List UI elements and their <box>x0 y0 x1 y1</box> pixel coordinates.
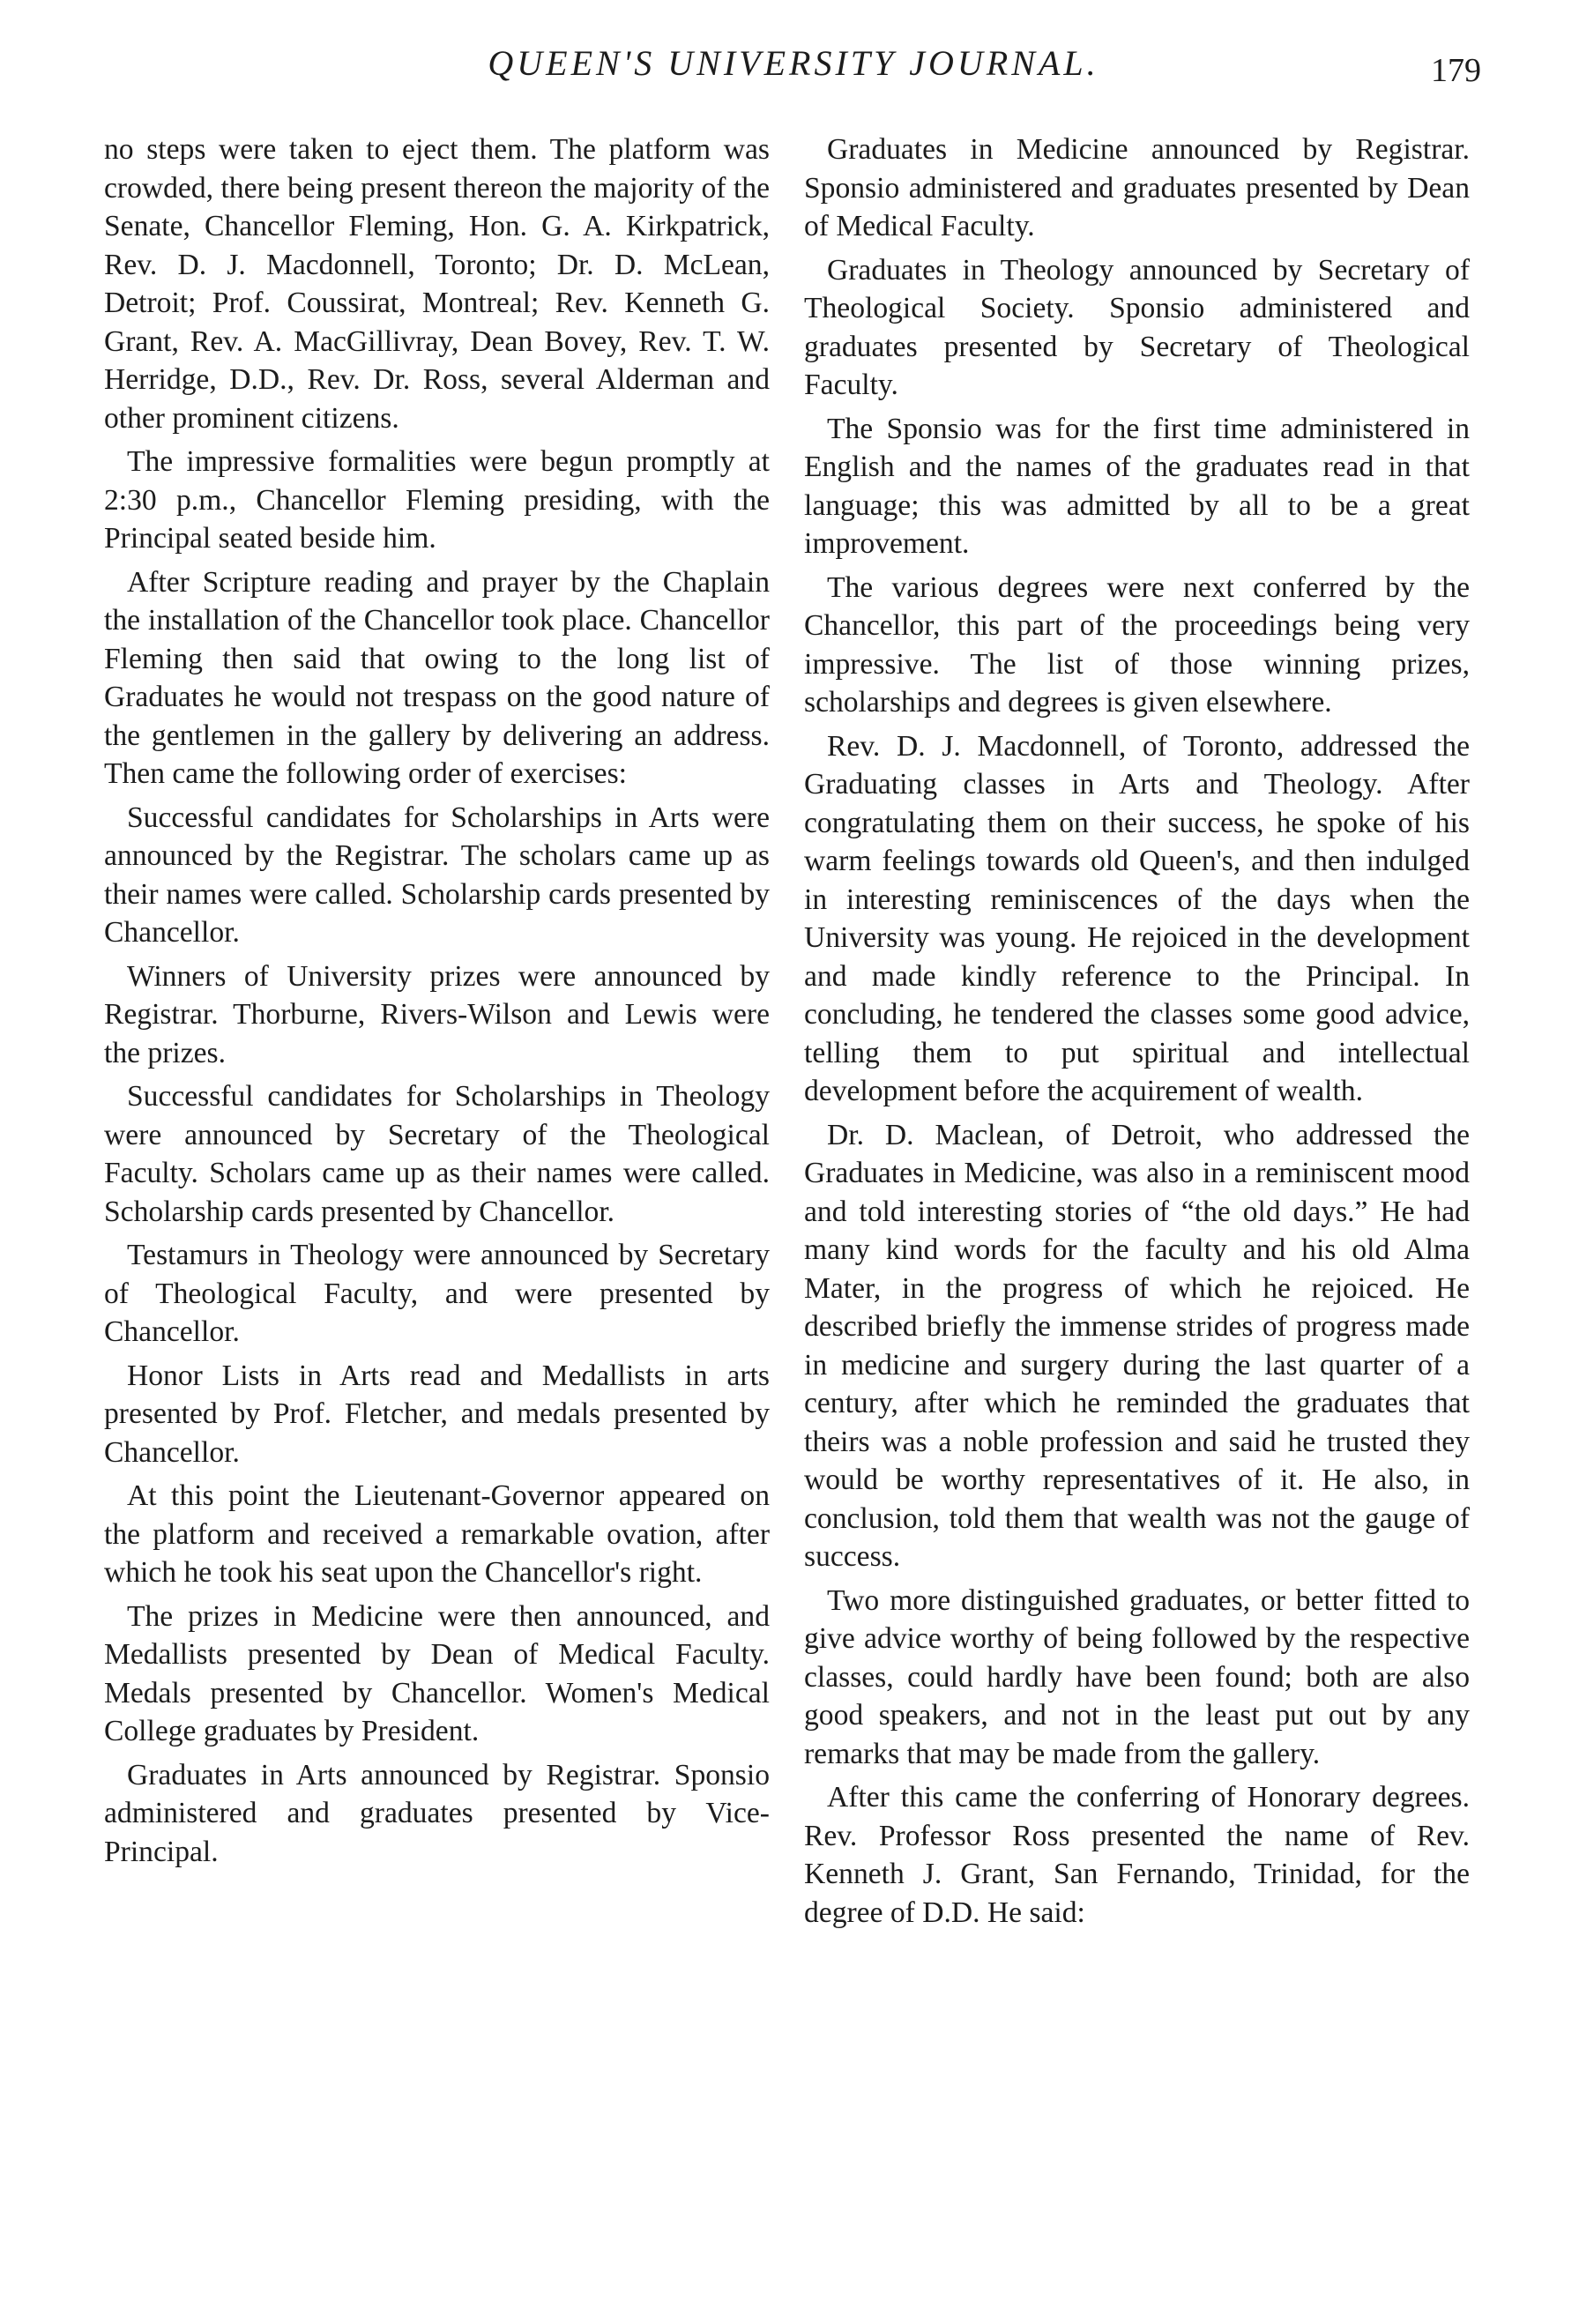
paragraph: After Scripture reading and prayer by the Chaplain the installation of the Chancellor took place. Chancellor Fleming then said that owing to the long list of Graduates he would not trespass on the good nature of the gentlemen in the gallery by delivering an address. Then came the following order of exercises: <box>104 565 770 790</box>
paragraph: Successful candidates for Scholarships in Theology were announced by Secretary of the Theological Faculty. Scholars came up as their names were called. Scholarship cards presented by Chancellor. <box>104 1080 770 1228</box>
right-column <box>804 130 1470 1937</box>
paragraph: The Sponsio was for the first time administered in English and the names of the graduates read in that language; this was admitted by all to be a great improvement. <box>804 412 1470 560</box>
paragraph: Graduates in Arts announced by Registrar. Sponsio administered and graduates presented by Vice-Principal. <box>104 1758 770 1868</box>
paragraph: Winners of University prizes were announced by Registrar. Thorburne, Rivers-Wilson and Lewis were the prizes. <box>104 959 770 1069</box>
paragraph: At this point the Lieutenant-Governor appeared on the platform and received a remarkable ovation, after which he took his seat upon the Chancellor's right. <box>104 1479 770 1589</box>
paragraph: The impressive formalities were begun promptly at 2:30 p.m., Chancellor Fleming presiding, with the Principal seated beside him. <box>104 445 770 555</box>
paragraph: Dr. D. Maclean, of Detroit, who addressed the Graduates in Medicine, was also in a reminiscent mood and told interesting stories of “the old days.” He had many kind words for the faculty and his old Alma Mater, in the progress of which he rejoiced. He described briefly the immense strides of progress made in medicine and surgery during the last quarter of a century, after which he reminded the graduates that theirs was a noble profession and said he trusted they would be worthy representatives of it. He also, in conclusion, told them that wealth was not the gauge of success. <box>804 1118 1470 1573</box>
paragraph: The various degrees were next conferred by the Chancellor, this part of the proceedings being very impressive. The list of those winning prizes, scholarships and degrees is given elsewhere. <box>804 570 1470 719</box>
left-column <box>104 130 770 1876</box>
page-header <box>106 42 1481 95</box>
paragraph: Two more distinguished graduates, or better fitted to give advice worthy of being followed by the respective classes, could hardly have been found; both are also good speakers, and not in the least put out by any remarks that may be made from the gallery. <box>804 1583 1470 1770</box>
paragraph: After this came the conferring of Honorary degrees. Rev. Professor Ross presented the name of Rev. Kenneth J. Grant, San Fernando, Trinidad, for the degree of D.D. He said: <box>804 1781 1470 1929</box>
paragraph: no steps were taken to eject them. The platform was crowded, there being present thereon the majority of the Senate, Chancellor Fleming, Hon. G. A. Kirkpatrick, Rev. D. J. Macdonnell, Toronto; Dr. D. McLean, Detroit; Prof. Coussirat, Montreal; Rev. Kenneth G. Grant, Rev. A. MacGillivray, Dean Bovey, Rev. T. W. Herridge, D.D., Rev. Dr. Ross, several Alderman and other prominent citizens. <box>104 133 770 435</box>
paragraph: Graduates in Medicine announced by Registrar. Sponsio administered and graduates presented by Dean of Medical Faculty. <box>804 133 1470 242</box>
page-number: 179 <box>1431 52 1481 89</box>
paragraph: Successful candidates for Scholarships in Arts were announced by the Registrar. The scholars came up as their names were called. Scholarship cards presented by Chancellor. <box>104 801 770 949</box>
paragraph: Rev. D. J. Macdonnell, of Toronto, addressed the Graduating classes in Arts and Theology. After congratulating them on their success, he spoke of his warm feelings towards old Queen's, and then indulged in interesting reminiscences of the days when the University was young. He rejoiced in the development and made kindly reference to the Principal. In concluding, he tendered the classes some good advice, telling them to put spiritual and intellectual development before the acquirement of wealth. <box>804 729 1470 1107</box>
paragraph: Testamurs in Theology were announced by Secretary of Theological Faculty, and were presented by Chancellor. <box>104 1239 770 1348</box>
paragraph: The prizes in Medicine were then announced, and Medallists presented by Dean of Medical Faculty. Medals presented by Chancellor. Women's Medical College graduates by President. <box>104 1599 770 1747</box>
paragraph: Graduates in Theology announced by Secretary of Theological Society. Sponsio administered and graduates presented by Secretary of Theological Faculty. <box>804 253 1470 401</box>
running-title: QUEEN'S UNIVERSITY JOURNAL. <box>488 43 1099 83</box>
paragraph: Honor Lists in Arts read and Medallists in arts presented by Prof. Fletcher, and medals presented by Chancellor. <box>104 1359 770 1469</box>
